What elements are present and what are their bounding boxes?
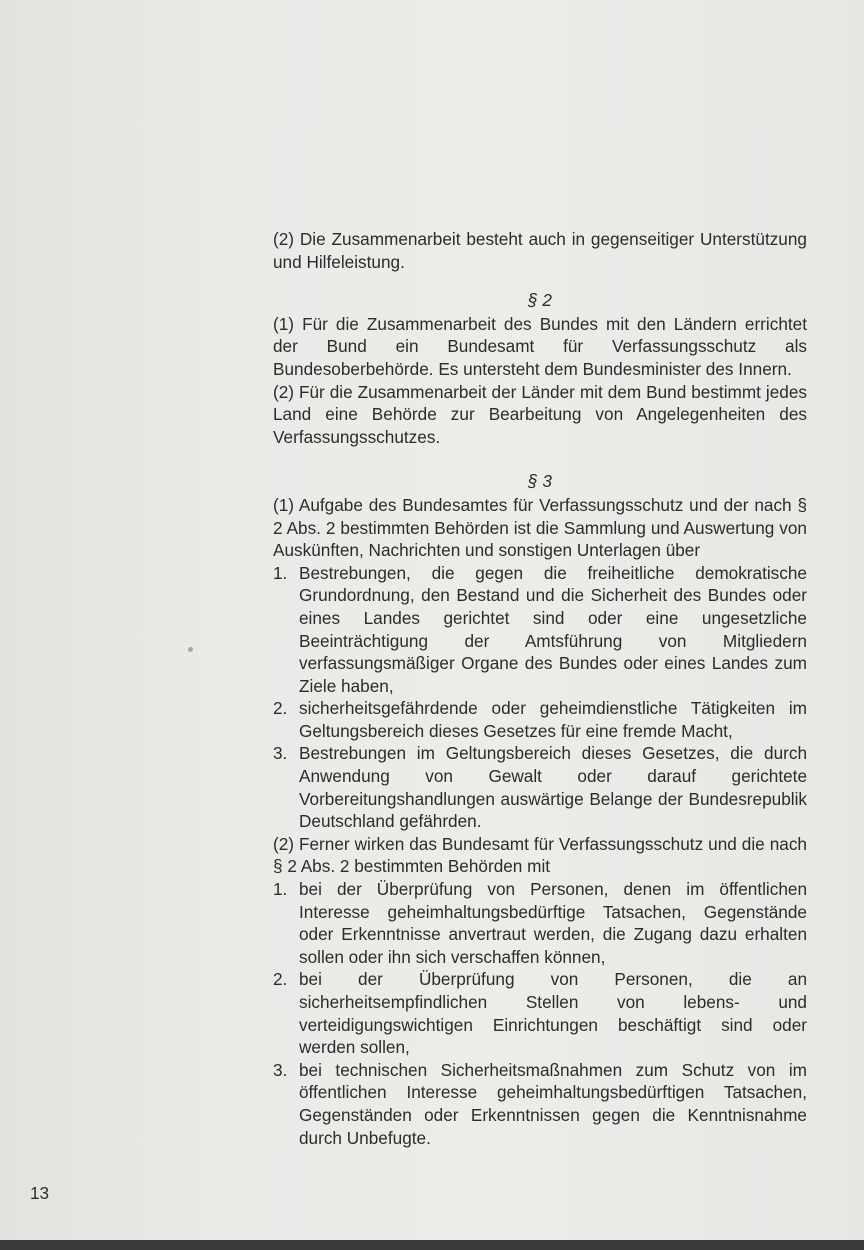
list-item-text: bei der Überprüfung von Personen, die an sicherheitsempfindlichen Stellen von lebens- und verteidigungswichtigen Einrichtungen beschäftigt sind oder werden sollen, [299, 969, 807, 1058]
list-item [273, 878, 807, 968]
list-item [273, 742, 807, 832]
section-3-heading: § 3 [528, 471, 552, 492]
list-item-number: 1. [273, 562, 288, 583]
list-item [273, 968, 807, 1058]
list-item [273, 562, 807, 698]
list-item-number: 2. [273, 698, 288, 719]
intro-paragraph-2: (2) Die Zusammenarbeit besteht auch in gegenseitiger Unterstützung und Hilfeleistung. [273, 229, 807, 272]
section-3-list-2 [273, 878, 807, 1149]
list-item [273, 697, 807, 742]
list-item-text: Bestrebungen, die gegen die freiheitliche demokratische Grundordnung, den Bestand und die Sicherheit des Bundes oder eines Landes gerichtet sind oder eine ungesetzliche Beeinträchtigung der Amtsführung von Mitgliedern verfassungsmäßiger Organe des Bundes oder eines Landes zum Ziele haben, [299, 562, 807, 696]
section-3-paragraph-1: (1) Aufgabe des Bundesamtes für Verfassungsschutz und der nach § 2 Abs. 2 bestimmten Behörden ist die Sammlung und Auswertung von Auskünften, Nachrichten und sonstigen Unterlagen über [273, 494, 807, 561]
section-3-paragraph-2: (2) Ferner wirken das Bundesamt für Verfassungsschutz und die nach § 2 Abs. 2 bestimmten Behörden mit [273, 833, 807, 877]
list-item-text: bei der Überprüfung von Personen, denen im öffentlichen Interesse geheimhaltungsbedürftige Tatsachen, Gegenstände oder Erkenntnisse anvertraut werden, die Zugang dazu erhalten sollen oder ihn sich verschaffen können, [299, 879, 807, 967]
list-item [273, 1059, 807, 1149]
list-item-number: 3. [273, 743, 288, 764]
list-item-text: sicherheitsgefährdende oder geheimdienstliche Tätigkeiten im Geltungsbereich dieses Gesetzes für eine fremde Macht, [299, 698, 807, 741]
list-item-text: bei technischen Sicherheitsmaßnahmen zum Schutz von im öffentlichen Interesse geheimhaltungsbedürftigen Tatsachen, Gegenständen oder Erkenntnissen gegen die Kenntnisnahme durch Unbefugte. [299, 1059, 807, 1148]
list-item-number: 1. [273, 879, 288, 900]
section-2-paragraph-1: (1) Für die Zusammenarbeit des Bundes mit den Ländern errichtet der Bund ein Bundesamt für Verfassungsschutz als Bundesoberbehörde. Es untersteht dem Bundesminister des Innern. [273, 313, 807, 379]
section-2-paragraph-2: (2) Für die Zusammenarbeit der Länder mit dem Bund bestimmt jedes Land eine Behörde zur Bearbeitung von Angelegenheiten des Verfassungsschutzes. [273, 381, 807, 447]
scan-bottom-edge [0, 1240, 864, 1250]
section-3-list-1 [273, 562, 807, 833]
scan-speck [188, 647, 193, 652]
list-item-text: Bestrebungen im Geltungsbereich dieses Gesetzes, die durch Anwendung von Gewalt oder darauf gerichtete Vorbereitungshandlungen auswärtige Belange der Bundesrepublik Deutschland gefährden. [299, 743, 807, 832]
text-column [273, 228, 807, 1149]
list-item-number: 2. [273, 969, 288, 990]
page-number: 13 [30, 1183, 50, 1203]
list-item-number: 3. [273, 1059, 288, 1080]
section-2-heading: § 2 [528, 290, 552, 311]
